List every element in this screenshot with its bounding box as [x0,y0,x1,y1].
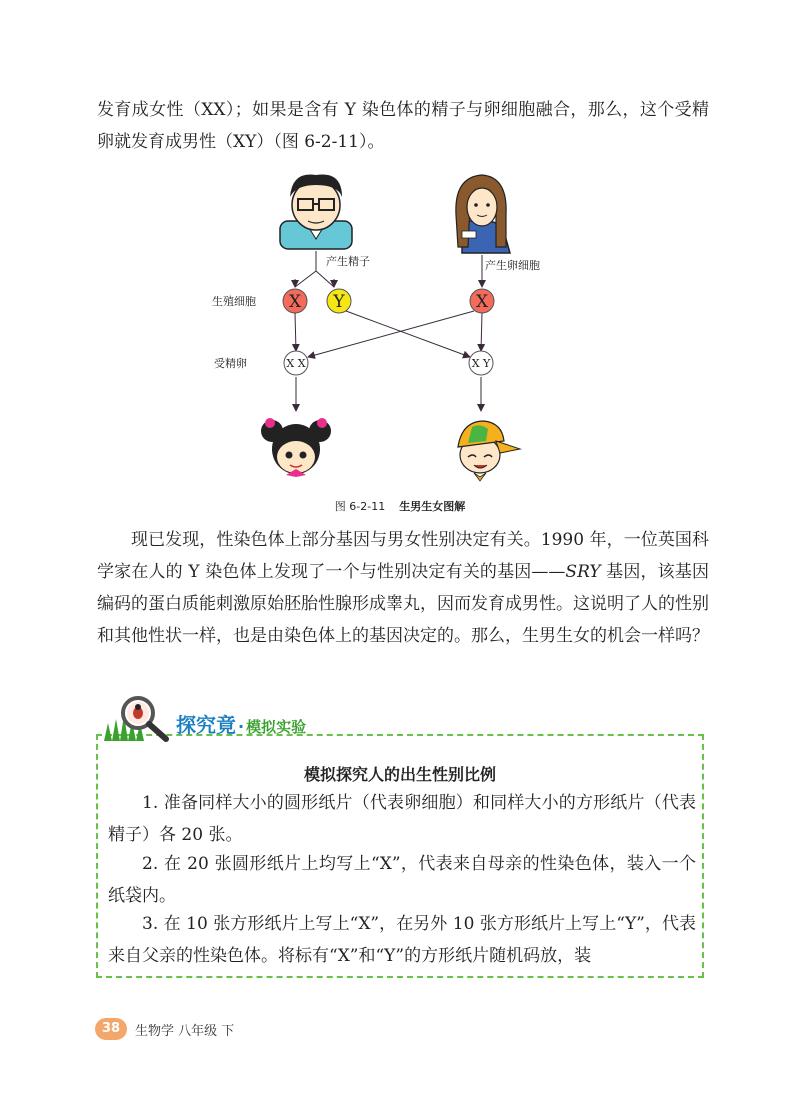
experiment-step-2: 2. 在 20 张圆形纸片上均写上“X”，代表来自母亲的性染色体，装入一个纸袋内。 [108,854,696,906]
inquiry-title-main: 探究竟 [176,713,236,737]
zygote-xx [284,351,308,375]
body-paragraph [97,524,709,652]
sperm-x-cell [283,289,307,313]
para2-text-a: 现已发现，性染色体上部分基因与男女性别决定有关。1990 年，一位英国科学家在人的 Y 染色体上发现了一个与性别决定有关的基因—— [97,530,709,582]
inquiry-title-sub: 模拟实验 [246,718,307,736]
svg-text:X: X [475,292,489,312]
sex-determination-diagram [200,165,560,495]
para2-text-b: 基因，该基因编码的蛋白质能刺激原始胚胎性腺形成睾丸，因而发育成男性。这说明了人的性别和其他性状一样，也是由染色体上的基因决定的。那么，生男生女的机会一样吗？ [97,562,709,646]
mother-icon [456,175,510,253]
label-fertilized-egg: 受精卵 [214,357,247,370]
sperm-y-cell [327,289,351,313]
experiment-title: 模拟探究人的出生性别比例 [303,765,496,784]
sry-gene-term: SRY [565,562,601,582]
label-produce-sperm: 产生精子 [326,255,370,268]
page-number: 38 [95,1018,127,1040]
page-footer [95,1018,234,1042]
caption-title: 生男生女图解 [399,500,466,513]
inquiry-header [100,693,400,745]
intro-paragraph: 发育成女性（XX）；如果是含有 Y 染色体的精子与卵细胞融合，那么，这个受精卵就发育成男性（XY）（图 6-2-11）。 [97,100,709,152]
inquiry-title-dot: · [238,717,245,736]
egg-x-cell [470,289,494,313]
label-germ-cells: 生殖细胞 [212,295,256,308]
girl-icon [261,418,331,477]
svg-text:Y: Y [333,292,345,312]
zygote-xy [469,351,493,375]
boy-icon [458,421,520,481]
label-produce-egg: 产生卵细胞 [485,259,540,272]
figure-caption [0,498,800,514]
father-icon [280,174,352,249]
book-name: 生物学 八年级 下 [135,1023,235,1039]
experiment-step-1: 1. 准备同样大小的圆形纸片（代表卵细胞）和同样大小的方形纸片（代表精子）各 20 张。 [108,793,696,845]
svg-text:X: X [288,292,302,312]
svg-text:X X: X X [286,357,306,370]
svg-text:X Y: X Y [471,357,491,370]
inquiry-title [176,709,306,738]
experiment-step-3: 3. 在 10 张方形纸片上写上“X”，在另外 10 张方形纸片上写上“Y”，代表来自父亲的性染色体。将标有“X”和“Y”的方形纸片随机码放，装 [108,914,696,966]
magnifier-icon [100,693,176,745]
caption-number: 图 6-2-11 [334,500,386,513]
